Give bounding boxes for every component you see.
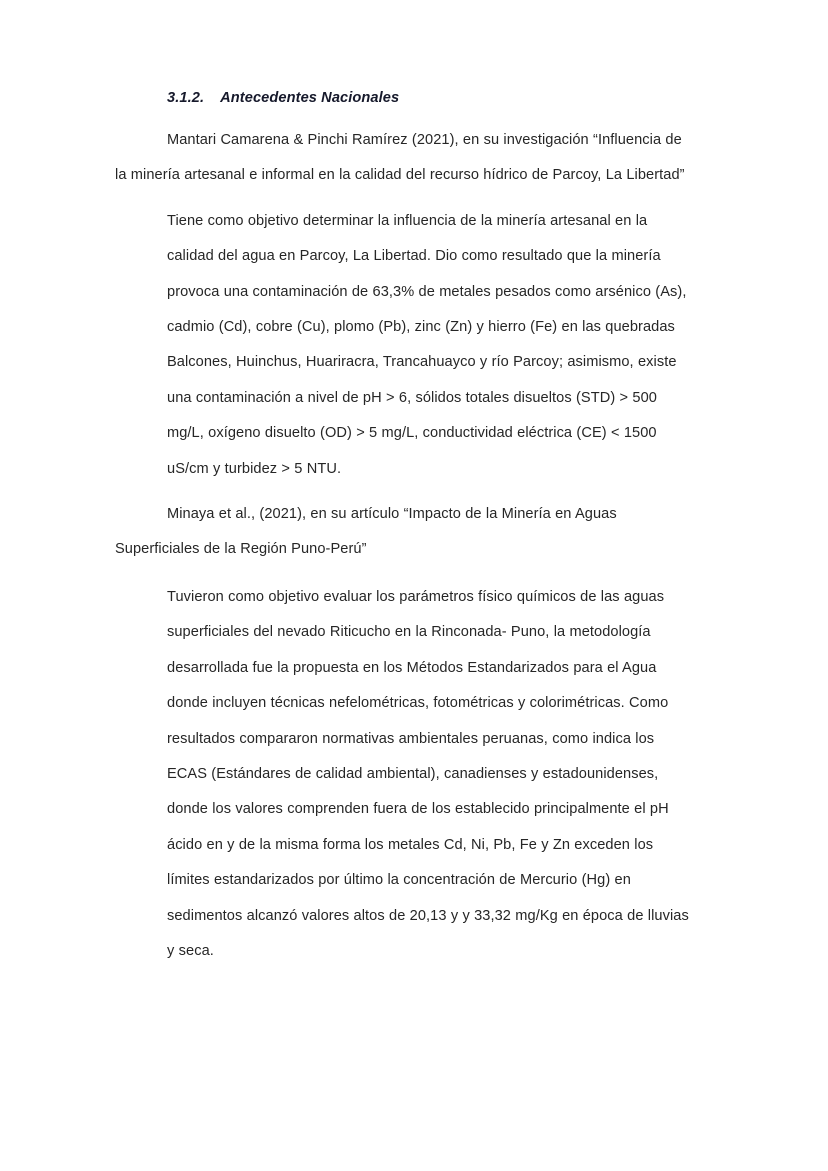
text-line: límites estandarizados por último la concentración de Mercurio (Hg) en	[167, 872, 631, 889]
spacer	[115, 108, 715, 123]
spacer	[115, 487, 715, 497]
text-line: y seca.	[167, 942, 214, 959]
text-line: una contaminación a nivel de pH > 6, sólidos totales disueltos (STD) > 500	[167, 389, 657, 406]
text-line: donde los valores comprenden fuera de los establecido principalmente el pH	[167, 801, 669, 818]
text-line: Tuvieron como objetivo evaluar los parámetros físico químicos de las aguas	[167, 588, 665, 605]
text-line: Balcones, Huinchus, Huariracra, Trancahuayco y río Parcoy; asimismo, existe	[167, 354, 677, 371]
text-line: Mantari Camarena & Pinchi Ramírez (2021), en su investigación “Influencia de	[167, 132, 682, 148]
paragraph-ref-minaya	[115, 497, 715, 568]
document-content	[115, 88, 715, 969]
text-line: superficiales del nevado Riticucho en la Rinconada- Puno, la metodología	[167, 624, 651, 641]
text-line: ácido en y de la misma forma los metales Cd, Ni, Pb, Fe y Zn exceden los	[167, 836, 654, 853]
text-line: ECAS (Estándares de calidad ambiental), canadienses y estadounidenses,	[167, 765, 659, 782]
text-line: Minaya et al., (2021), en su artículo “Impacto de la Minería en Aguas	[167, 506, 617, 523]
section-heading-title: Antecedentes Nacionales	[220, 90, 400, 106]
spacer	[115, 568, 715, 580]
text-line: resultados compararon normativas ambientales peruanas, como indica los	[167, 730, 655, 747]
paragraph-body-mantari	[115, 204, 715, 487]
text-line: Superficiales de la Región Puno-Perú”	[115, 541, 367, 558]
text-line: desarrollada fue la propuesta en los Métodos Estandarizados para el Agua	[167, 659, 657, 676]
text-line: la minería artesanal e informal en la calidad del recurso hídrico de Parcoy, La Libertad”	[115, 167, 685, 184]
text-line: uS/cm y turbidez > 5 NTU.	[167, 460, 342, 477]
section-heading-number: 3.1.2.	[167, 90, 205, 106]
spacer	[115, 194, 715, 204]
text-line: provoca una contaminación de 63,3% de metales pesados como arsénico (As),	[167, 283, 687, 300]
text-line: sedimentos alcanzó valores altos de 20,13 y y 33,32 mg/Kg en época de lluvias	[167, 907, 689, 924]
section-heading	[167, 88, 715, 108]
text-line: calidad del agua en Parcoy, La Libertad. Dio como resultado que la minería	[167, 248, 661, 265]
paragraph-ref-mantari	[115, 123, 715, 194]
text-line: mg/L, oxígeno disuelto (OD) > 5 mg/L, conductividad eléctrica (CE) < 1500	[167, 425, 657, 442]
text-line: cadmio (Cd), cobre (Cu), plomo (Pb), zinc (Zn) y hierro (Fe) en las quebradas	[167, 319, 675, 336]
text-line: Tiene como objetivo determinar la influencia de la minería artesanal en la	[167, 212, 648, 229]
paragraph-body-minaya	[115, 580, 715, 969]
text-line: donde incluyen técnicas nefelométricas, fotométricas y colorimétricas. Como	[167, 695, 669, 712]
